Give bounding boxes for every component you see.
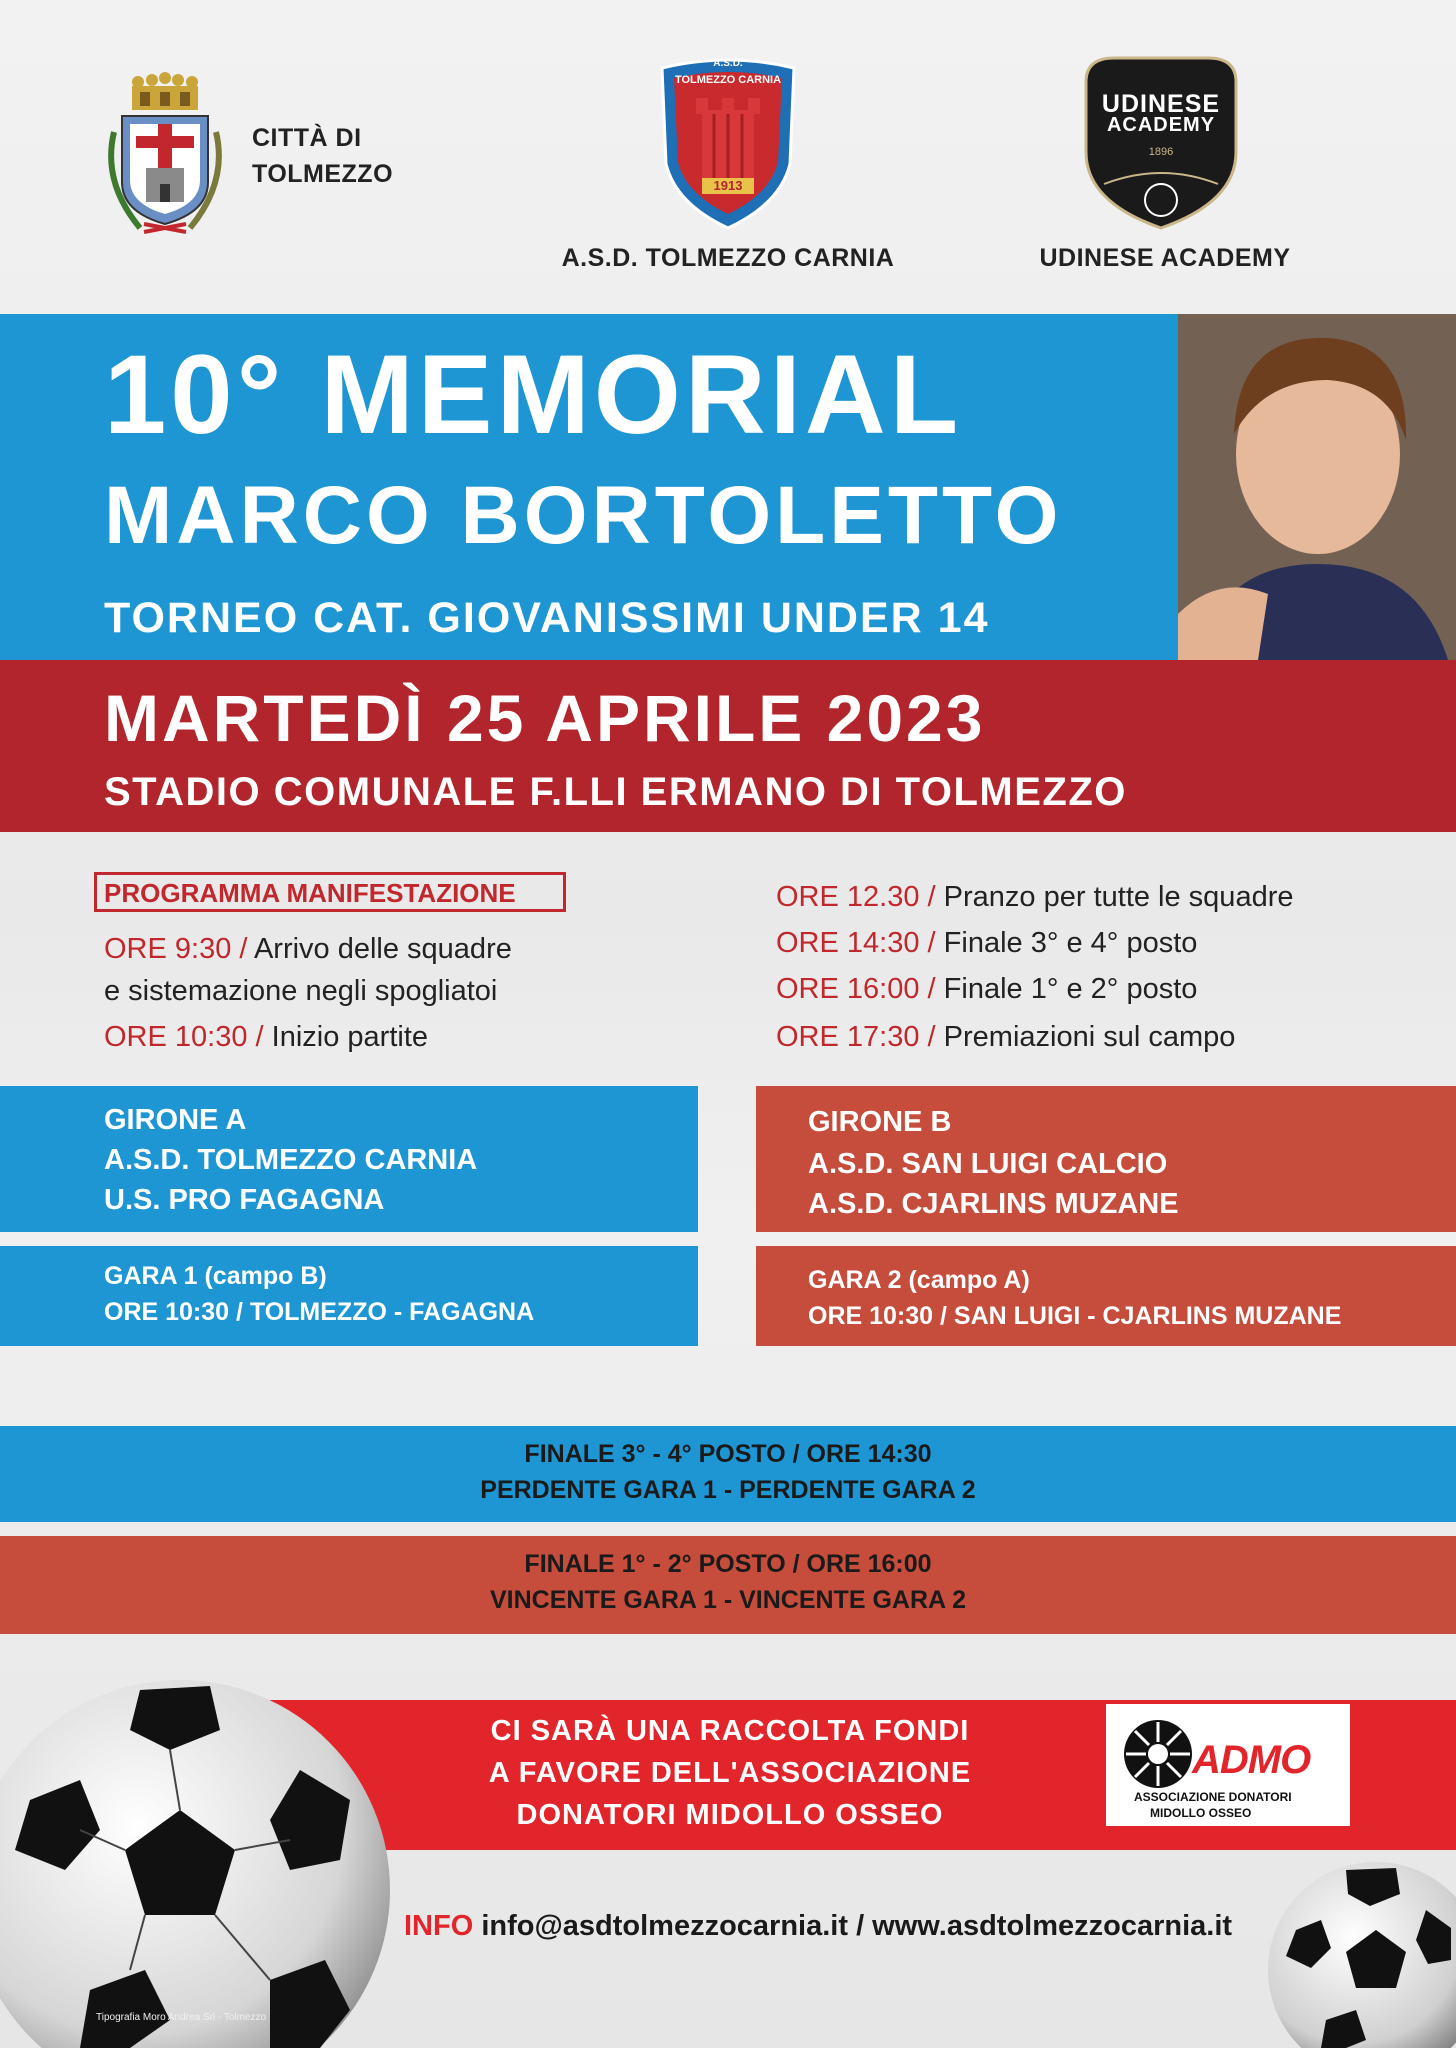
program-time: ORE 17:30 / [776, 1021, 936, 1053]
udinese-badge-line1: UDINESE [1101, 90, 1221, 118]
group-b-team-2: A.S.D. CJARLINS MUZANE [808, 1188, 1179, 1220]
program-left-item-1 [104, 928, 512, 970]
group-a-team-1: A.S.D. TOLMEZZO CARNIA [104, 1144, 478, 1176]
program-right-item-3 [776, 968, 1197, 1010]
info-contact[interactable]: info@asdtolmezzocarnia.it / www.asdtolmezzocarnia.it [481, 1910, 1233, 1942]
soccer-ball-left-icon [0, 1660, 390, 2048]
final-first-line2: VINCENTE GARA 1 - VINCENTE GARA 2 [490, 1586, 966, 1614]
group-a-match-label: GARA 1 (campo B) [104, 1262, 327, 1290]
admo-wheel-icon [1122, 1718, 1194, 1790]
club-badge-year: 1913 [713, 178, 743, 193]
city-name-line2: TOLMEZZO [252, 160, 394, 188]
city-crest-logo [100, 72, 230, 242]
udinese-academy-logo [1074, 52, 1248, 232]
group-b-team-1: A.S.D. SAN LUIGI CALCIO [808, 1148, 1168, 1180]
fundraiser-line1: CI SARÀ UNA RACCOLTA FONDI [490, 1715, 970, 1747]
admo-subtitle-2: MIDOLLO OSSEO [1150, 1806, 1252, 1820]
program-text: Premiazioni sul campo [943, 1021, 1236, 1053]
final-third-line1: FINALE 3° - 4° POSTO / ORE 14:30 [524, 1440, 932, 1468]
program-text: Inizio partite [271, 1021, 429, 1053]
program-right-item-4 [776, 1016, 1235, 1058]
program-right-item-2 [776, 922, 1197, 964]
udinese-badge-year: 1896 [1148, 146, 1174, 158]
group-a-title: GIRONE A [104, 1104, 247, 1136]
program-right-item-1 [776, 876, 1293, 918]
program-left-item-2 [104, 1016, 428, 1058]
final-third-line2: PERDENTE GARA 1 - PERDENTE GARA 2 [480, 1476, 976, 1504]
event-venue: STADIO COMUNALE F.LLI ERMANO DI TOLMEZZO [104, 770, 1127, 814]
portrait-photo [1178, 314, 1456, 660]
program-time: ORE 12.30 / [776, 881, 936, 913]
club-badge-name: TOLMEZZO CARNIA [674, 74, 782, 86]
admo-logo-text: ADMO [1192, 1738, 1311, 1782]
hero-subtitle: TORNEO CAT. GIOVANISSIMI UNDER 14 [104, 594, 990, 642]
admo-subtitle-1: ASSOCIAZIONE DONATORI [1134, 1790, 1292, 1804]
program-heading: PROGRAMMA MANIFESTAZIONE [104, 878, 516, 908]
soccer-ball-right-icon [1266, 1860, 1456, 2048]
group-b-match: ORE 10:30 / SAN LUIGI - CJARLINS MUZANE [808, 1302, 1342, 1330]
group-b-title: GIRONE B [808, 1106, 952, 1138]
program-time: ORE 14:30 / [776, 927, 936, 959]
program-time: ORE 9:30 / [104, 933, 248, 965]
udinese-badge-line2: ACADEMY [1106, 114, 1216, 136]
hero-title-line1: 10° MEMORIAL [104, 332, 963, 457]
group-b-match-label: GARA 2 (campo A) [808, 1266, 1030, 1294]
group-a-match: ORE 10:30 / TOLMEZZO - FAGAGNA [104, 1298, 535, 1326]
printer-credit: Tipografia Moro Andrea Srl - Tolmezzo [96, 2012, 267, 2023]
udinese-name: UDINESE ACADEMY [1039, 244, 1291, 272]
program-text: Pranzo per tutte le squadre [943, 881, 1294, 913]
program-text: Finale 3° e 4° posto [943, 927, 1198, 959]
program-time: ORE 10:30 / [104, 1021, 264, 1053]
program-left-item-1-cont: e sistemazione negli spogliatoi [104, 975, 498, 1007]
info-label: INFO [404, 1910, 474, 1942]
event-date: MARTEDÌ 25 APRILE 2023 [104, 681, 986, 755]
fundraiser-line2: A FAVORE DELL'ASSOCIAZIONE [488, 1757, 972, 1789]
city-name-line1: CITTÀ DI [252, 124, 362, 152]
hero-title-line2: MARCO BORTOLETTO [104, 470, 1063, 561]
info-line [404, 1906, 1232, 1946]
final-first-line1: FINALE 1° - 2° POSTO / ORE 16:00 [524, 1550, 932, 1578]
group-a-team-2: U.S. PRO FAGAGNA [104, 1184, 385, 1216]
club-name: A.S.D. TOLMEZZO CARNIA [561, 244, 895, 272]
program-time: ORE 16:00 / [776, 973, 936, 1005]
fundraiser-line3: DONATORI MIDOLLO OSSEO [516, 1799, 944, 1831]
program-text: Arrivo delle squadre [253, 933, 512, 965]
program-text: Finale 1° e 2° posto [943, 973, 1198, 1005]
club-badge-top: A.S.D. [713, 58, 743, 69]
